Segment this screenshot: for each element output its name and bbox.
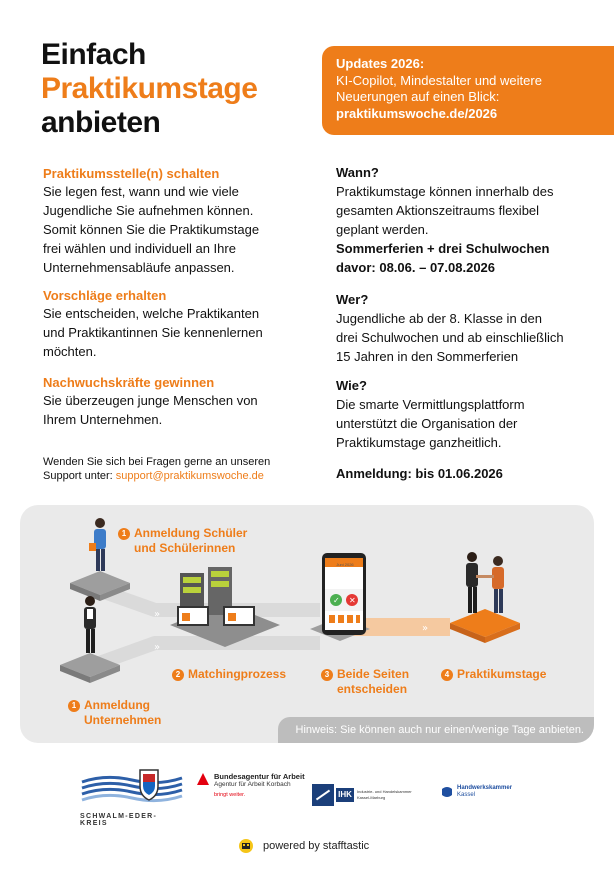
svg-text:✓: ✓ [333, 596, 340, 605]
step-label-line: Unternehmen [84, 713, 162, 727]
process-diagram [20, 505, 594, 743]
wann-text-line: Praktikumstage können innerhalb des [336, 184, 554, 199]
step-label-line: Anmeldung [84, 698, 150, 712]
section-stelle [43, 165, 301, 277]
hwk-line-2: Kassel [457, 792, 476, 798]
section-heading: Nachwuchskräfte gewinnen [43, 375, 215, 390]
section-nachwuchs [43, 374, 301, 429]
company-figure-icon [84, 596, 96, 653]
support-note [43, 455, 313, 483]
powered-by [238, 838, 369, 854]
step-number: 1 [118, 528, 130, 540]
step-label-line: und Schülerinnen [134, 541, 236, 555]
wer-section [336, 290, 596, 366]
wann-dates-line-2: davor: 08.06. – 07.08.2026 [336, 260, 496, 275]
anmeldung-deadline: Anmeldung: bis 01.06.2026 [336, 466, 503, 481]
support-email-link[interactable]: support@praktikumswoche.de [115, 470, 264, 482]
schwalm-eder-kreis-logo [80, 768, 184, 827]
step-decide [321, 667, 409, 697]
wer-heading: Wer? [336, 292, 369, 307]
step-label-line: entscheiden [337, 682, 408, 696]
kreis-name: SCHWALM-EDER-KREIS [80, 813, 158, 827]
title-line-2: Praktikumstage [41, 72, 258, 105]
ba-line-1: Bundesagentur für Arbeit [214, 772, 305, 781]
ihk-line-1: Industrie- und Handelskammer [357, 789, 412, 794]
section-text-line: Ihrem Unternehmen. [43, 412, 163, 427]
step-number: 3 [321, 669, 333, 681]
wie-heading: Wie? [336, 378, 367, 393]
wer-text-line: drei Schulwochen und ab einschließlich [336, 330, 564, 345]
step-label-line: Matchingprozess [188, 667, 287, 681]
step-number: 4 [441, 669, 453, 681]
handshake-figures-icon [466, 552, 504, 613]
wie-text-line: Die smarte Vermittlungsplattform [336, 397, 525, 412]
stafftastic-icon [238, 838, 254, 854]
section-heading: Praktikumsstelle(n) schalten [43, 166, 220, 181]
hwk-line-1: Handwerkskammer [457, 785, 513, 791]
section-text-line: Sie überzeugen junge Menschen von [43, 393, 258, 408]
section-text-line: möchten. [43, 344, 97, 359]
step-number: 1 [68, 700, 80, 712]
step-company-signup [68, 698, 161, 728]
section-text-line: Somit können Sie die Praktikumstage [43, 222, 260, 237]
ihk-line-2: Kassel-Marburg [357, 795, 386, 800]
svg-text:✕: ✕ [349, 596, 356, 605]
powered-by-text: powered by stafftastic [263, 840, 370, 852]
hint-note: Hinweis: Sie können auch nur einen/wenige Tage anbieten. [278, 717, 594, 743]
wie-section [336, 376, 596, 452]
updates-line-1: KI-Copilot, Mindestalter und weitere [336, 72, 542, 88]
section-text-line: Unternehmensabläufe anpassen. [43, 260, 235, 275]
section-text-line: Sie legen fest, wann und wie viele [43, 184, 239, 199]
title-line-1: Einfach [41, 38, 146, 71]
arrow-glyph: » [422, 623, 429, 634]
wann-heading: Wann? [336, 165, 379, 180]
page-title [41, 38, 257, 140]
ihk-logo [312, 781, 426, 809]
wer-text-line: 15 Jahren in den Sommerferien [336, 349, 519, 364]
step-label-line: Praktikumstage [457, 667, 547, 681]
section-text-line: Jugendliche Sie aufnehmen können. [43, 203, 254, 218]
wann-text-line: geplant werden. [336, 222, 429, 237]
support-line-1: Wenden Sie sich bei Fragen gerne an unseren [43, 456, 271, 468]
wie-text-line: unterstützt die Organisation der [336, 416, 518, 431]
section-heading: Vorschläge erhalten [43, 288, 167, 303]
wann-section [336, 163, 596, 277]
support-prefix: Support unter: [43, 470, 116, 482]
updates-box[interactable] [322, 46, 614, 135]
step-label-line: Beide Seiten [337, 667, 410, 681]
handwerkskammer-logo [440, 785, 530, 799]
section-vorschlaege [43, 287, 301, 361]
phone-screen-title: Juni 2026 [336, 562, 354, 567]
step-number: 2 [172, 669, 184, 681]
updates-heading: Updates 2026: [336, 56, 425, 71]
title-line-3: anbieten [41, 106, 161, 139]
wann-text-line: gesamten Aktionszeitraums flexibel [336, 203, 540, 218]
student-figure-icon [89, 518, 106, 571]
ba-triangle-icon [196, 772, 210, 786]
wann-dates-line-1: Sommerferien + drei Schulwochen [336, 241, 550, 256]
section-text-line: und Praktikantinnen Sie kennenlernen [43, 325, 263, 340]
wer-text-line: Jugendliche ab der 8. Klasse in den [336, 311, 542, 326]
bundesagentur-logo [196, 772, 306, 798]
step-internship [441, 667, 546, 682]
arrow-glyph: » [154, 609, 161, 620]
section-text-line: frei wählen und individuell an Ihre [43, 241, 236, 256]
step-student-signup [118, 526, 247, 556]
ba-line-3: bringt weiter. [214, 792, 246, 798]
ihk-abbrev: IHK [336, 788, 354, 802]
updates-link[interactable]: praktikumswoche.de/2026 [336, 105, 498, 121]
kreis-waves-icon [80, 768, 184, 806]
ihk-mark-icon [312, 784, 334, 806]
updates-line-2: Neuerungen auf einen Blick: [336, 89, 500, 104]
section-text-line: Sie entscheiden, welche Praktikanten [43, 306, 260, 321]
step-matching [172, 667, 286, 682]
wie-text-line: Praktikumstage ganzheitlich. [336, 435, 502, 450]
arrow-glyph: » [154, 642, 161, 653]
hwk-mark-icon [440, 785, 454, 799]
step-label-line: Anmeldung Schüler [134, 526, 248, 540]
ba-line-2: Agentur für Arbeit Korbach [214, 781, 291, 788]
